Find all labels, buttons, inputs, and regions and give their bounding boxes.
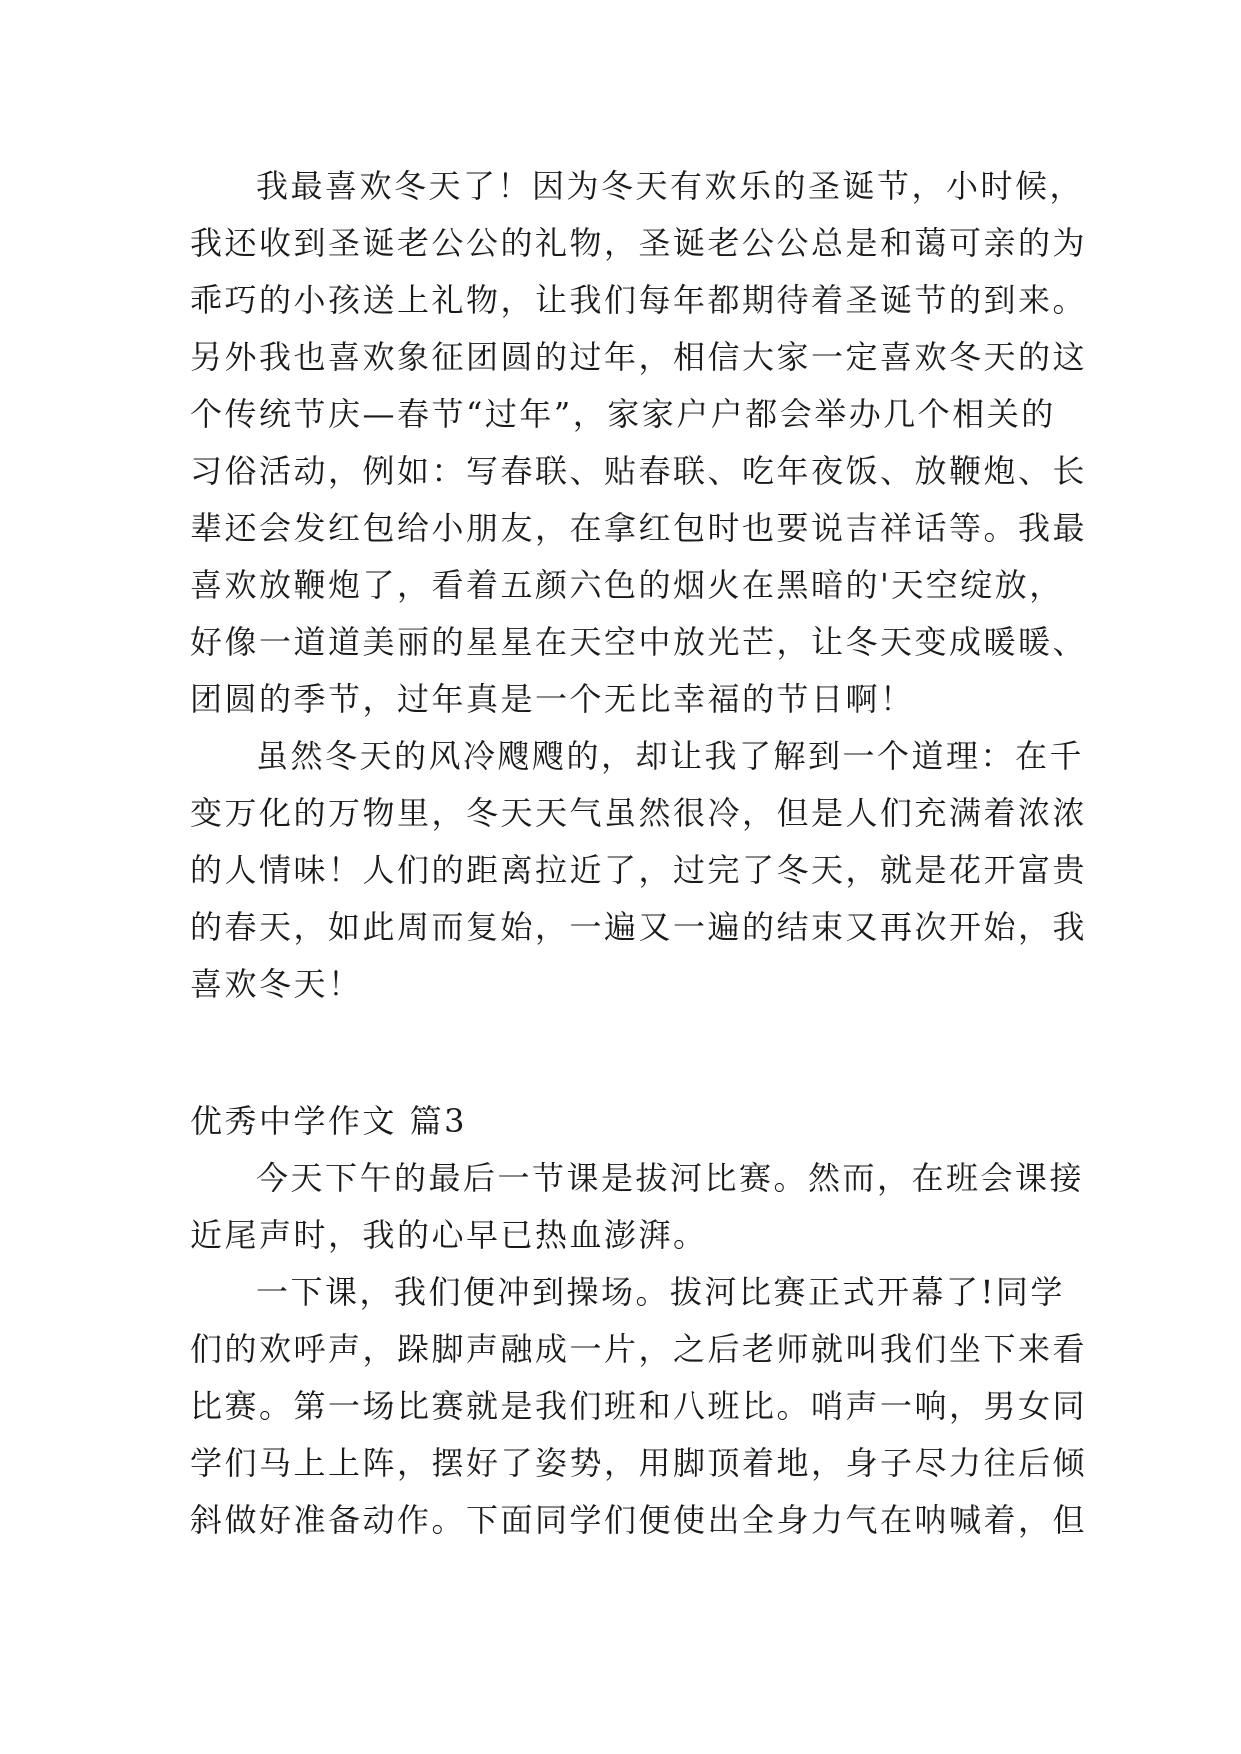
text-line: 变万化的万物里，冬天天气虽然很冷，但是人们充满着浓浓 bbox=[190, 794, 1088, 832]
text-line: 比赛。第一场比赛就是我们班和八班比。哨声一响，男女同 bbox=[190, 1387, 1088, 1425]
text-line: 另外我也喜欢象征团圆的过年，相信大家一定喜欢冬天的这 bbox=[190, 338, 1088, 376]
text-line: 虽然冬天的风冷飕飕的，却让我了解到一个道理：在千 bbox=[256, 737, 1085, 775]
section-heading: 优秀中学作文 篇3 bbox=[190, 1102, 468, 1140]
text-line: 习俗活动，例如：写春联、贴春联、吃年夜饭、放鞭炮、长 bbox=[190, 452, 1088, 490]
text-line: 学们马上上阵，摆好了姿势，用脚顶着地，身子尽力往后倾 bbox=[190, 1444, 1088, 1482]
paragraph bbox=[190, 1150, 1085, 1264]
text-line: 我还收到圣诞老公公的礼物，圣诞老公公总是和蔼可亲的为 bbox=[190, 224, 1088, 262]
text-line: 的春天，如此周而复始，一遍又一遍的结束又再次开始，我 bbox=[190, 908, 1088, 946]
text-line: 好像一道道美丽的星星在天空中放光芒，让冬天变成暖暖、 bbox=[190, 623, 1088, 661]
text-line: 们的欢呼声，跺脚声融成一片，之后老师就叫我们坐下来看 bbox=[190, 1330, 1088, 1368]
text-line: 辈还会发红包给小朋友，在拿红包时也要说吉祥话等。我最 bbox=[190, 509, 1088, 547]
text-line: 近尾声时，我的心早已热血澎湃。 bbox=[190, 1216, 708, 1254]
text-line: 的人情味！人们的距离拉近了，过完了冬天，就是花开富贵 bbox=[190, 851, 1088, 889]
text-line: 团圆的季节，过年真是一个无比幸福的节日啊！ bbox=[190, 680, 915, 718]
text-line: 我最喜欢冬天了！因为冬天有欢乐的圣诞节，小时候， bbox=[256, 167, 1085, 205]
text-line: 喜欢冬天！ bbox=[190, 965, 363, 1003]
text-line: 一下课，我们便冲到操场。拔河比赛正式开幕了!同学 bbox=[256, 1273, 1065, 1311]
text-line: 喜欢放鞭炮了，看着五颜六色的烟火在黑暗的'天空绽放， bbox=[190, 566, 1064, 604]
paragraph bbox=[190, 1264, 1088, 1549]
text-line: 乖巧的小孩送上礼物，让我们每年都期待着圣诞节的到来。 bbox=[190, 281, 1088, 319]
essay-ending-section bbox=[190, 158, 1088, 1013]
text-line: 个传统节庆—春节“过年”，家家户户都会举办几个相关的 bbox=[190, 395, 1056, 433]
paragraph bbox=[190, 728, 1088, 1013]
essay-3-section bbox=[190, 1093, 1088, 1549]
paragraph bbox=[190, 158, 1088, 728]
text-line: 斜做好准备动作。下面同学们便使出全身力气在呐喊着，但 bbox=[190, 1501, 1088, 1539]
text-line: 今天下午的最后一节课是拔河比赛。然而，在班会课接 bbox=[256, 1159, 1085, 1197]
